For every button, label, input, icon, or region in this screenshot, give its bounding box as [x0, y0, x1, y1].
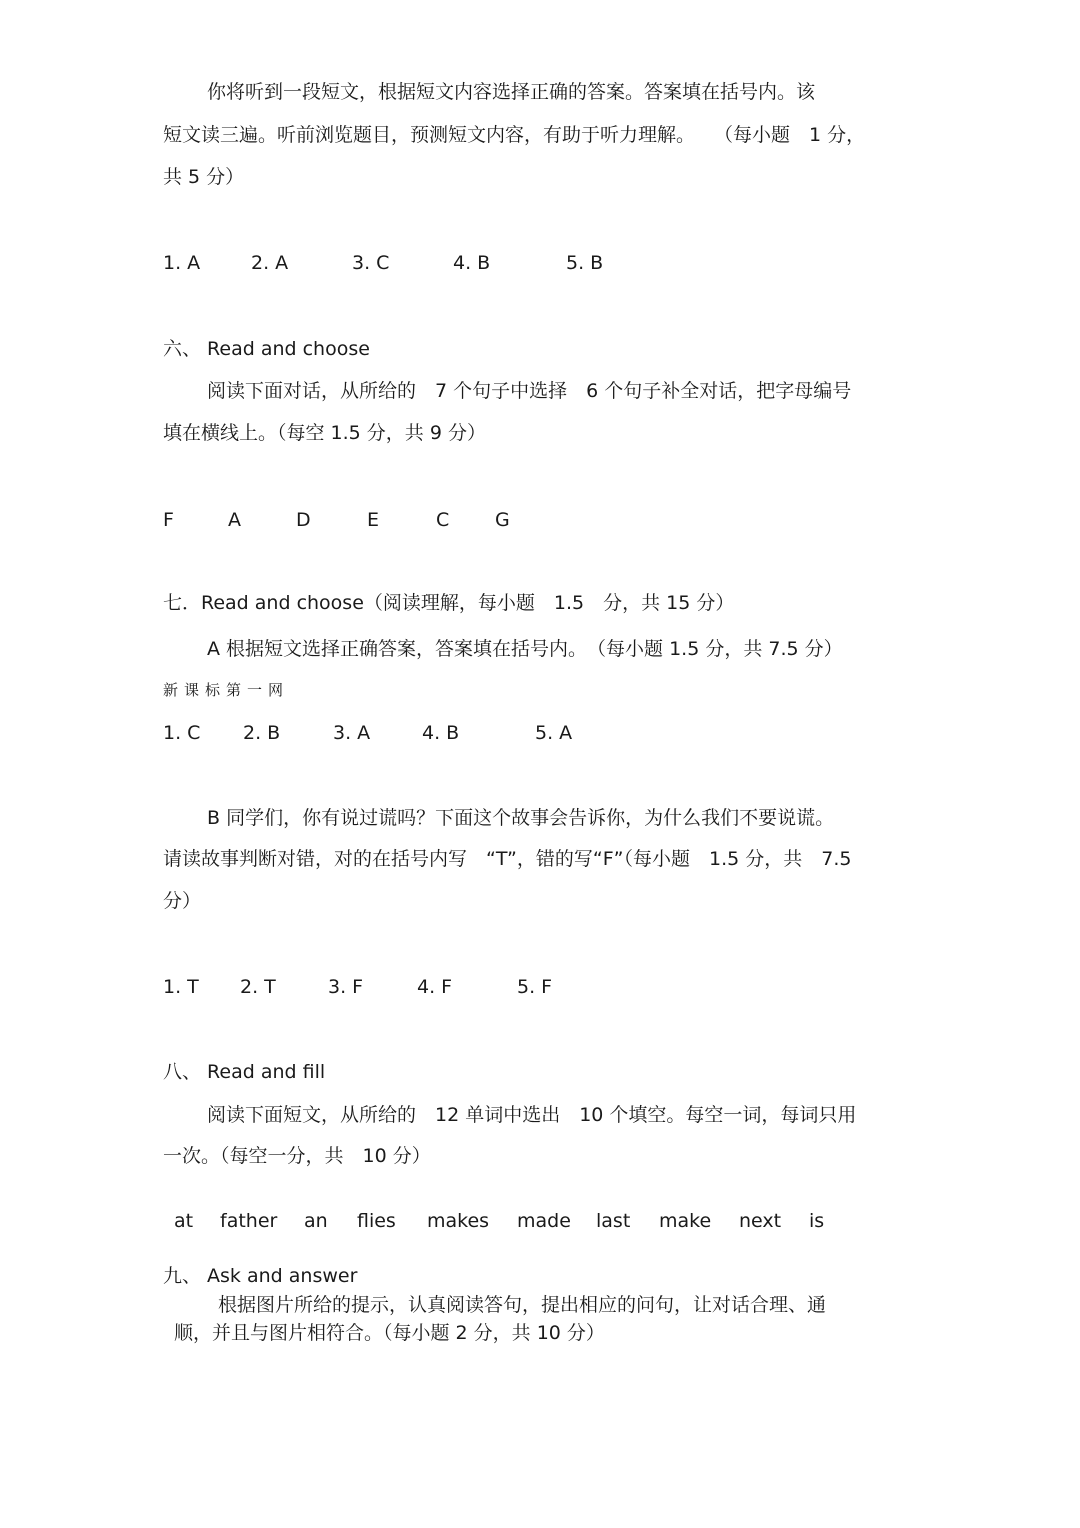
section5-instruction-line1: 你将听到一段短文，根据短文内容选择正确的答案。答案填在括号内。该 [207, 81, 816, 103]
answer-item: 2. T [240, 976, 276, 998]
watermark-text: 新课标第一网 [163, 681, 290, 699]
section6-instruction-line1: 阅读下面对话，从所给的 7 个句子中选择 6 个句子补全对话，把字母编号 [207, 380, 852, 402]
word-bank-item: makes [427, 1210, 490, 1232]
answer-item: F [163, 509, 174, 531]
section9-instruction-line2: 顺，并且与图片相符合。（每小题 2 分，共 10 分） [174, 1322, 605, 1344]
answer-item: E [367, 509, 380, 531]
answer-item: 1. T [163, 976, 199, 998]
answer-item: 1. C [163, 722, 201, 744]
section7-partB-line1: B 同学们，你有说过谎吗？下面这个故事会告诉你，为什么我们不要说谎。 [207, 807, 835, 829]
section5-instruction-line2: 短文读三遍。听前浏览题目，预测短文内容，有助于听力理解。 （每小题 1 分， [163, 124, 866, 146]
word-bank-item: made [517, 1210, 571, 1232]
section7-heading: 七．Read and choose（阅读理解，每小题 1.5 分，共 15 分） [163, 592, 735, 614]
section8-heading: 八、 Read and fill [163, 1061, 326, 1083]
answer-item: 5. A [535, 722, 573, 744]
word-bank-item: make [659, 1210, 712, 1232]
answer-item: D [296, 509, 311, 531]
section8-instruction-line2: 一次。（每空一分，共 10 分） [163, 1145, 431, 1167]
section6-heading: 六、 Read and choose [163, 338, 370, 360]
answer-item: 4. B [422, 722, 460, 744]
answer-item: 4. B [453, 252, 491, 274]
answer-item: 4. F [417, 976, 453, 998]
section9-instruction-line1: 根据图片所给的提示，认真阅读答句，提出相应的问句，让对话合理、通 [218, 1294, 827, 1316]
answer-item: 5. F [517, 976, 553, 998]
answer-item: 3. F [328, 976, 364, 998]
word-bank-item: father [220, 1210, 278, 1232]
word-bank-item: last [596, 1210, 631, 1232]
section8-instruction-line1: 阅读下面短文，从所给的 12 单词中选出 10 个填空。每空一词，每词只用 [207, 1104, 857, 1126]
answer-item: 2. A [251, 252, 289, 274]
section7-partA-instruction: A 根据短文选择正确答案，答案填在括号内。 （每小题 1.5 分，共 7.5 分） [207, 638, 843, 660]
answer-item: 3. C [352, 252, 390, 274]
answer-item: 2. B [243, 722, 281, 744]
section6-instruction-line2: 填在横线上。（每空 1.5 分，共 9 分） [163, 422, 486, 444]
word-bank-item: an [304, 1210, 328, 1232]
word-bank-item: next [739, 1210, 782, 1232]
word-bank-item: flies [357, 1210, 396, 1232]
answer-item: 5. B [566, 252, 604, 274]
answer-item: G [495, 509, 510, 531]
section7-partB-line2: 请读故事判断对错，对的在括号内写 “T”，错的写“F”（每小题 1.5 分，共 7.5 [163, 848, 852, 870]
word-bank-item: is [809, 1210, 825, 1232]
answer-item: A [228, 509, 241, 531]
section9-heading: 九、 Ask and answer [163, 1265, 358, 1287]
section7-partB-line3: 分） [163, 890, 202, 912]
section5-instruction-line3: 共 5 分） [163, 166, 245, 188]
word-bank-item: at [174, 1210, 194, 1232]
answer-item: C [436, 509, 450, 531]
answer-item: 3. A [333, 722, 371, 744]
answer-item: 1. A [163, 252, 201, 274]
